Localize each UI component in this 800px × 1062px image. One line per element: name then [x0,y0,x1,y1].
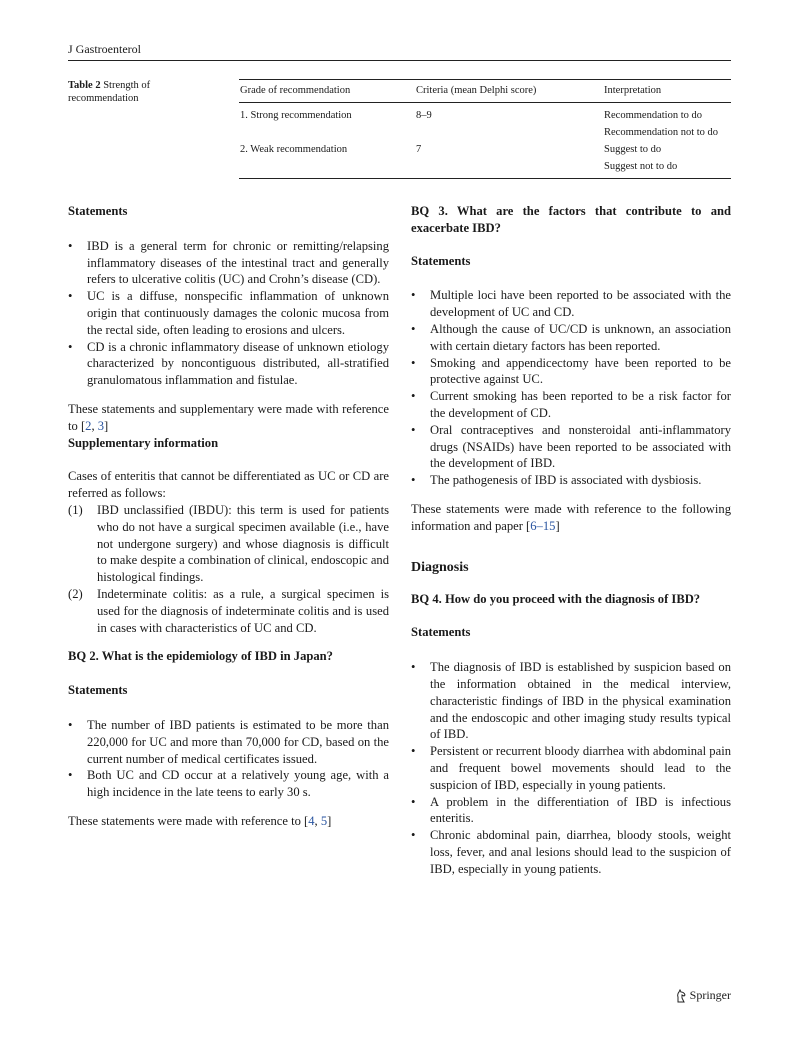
bullet-icon: • [411,794,416,809]
bq4-heading: BQ 4. How do you proceed with the diagnosis of IBD? [411,591,701,606]
statements-heading: Statements [411,253,471,268]
table-header-criteria: Criteria (mean Delphi score) [416,85,537,96]
table-cell-criteria: 7 [416,144,422,155]
list-item: • Smoking and appendicectomy have been reported to be protective against UC. [411,355,731,387]
table-cell-interpretation: Recommendation to do [604,110,702,121]
table-bottom-rule [239,178,731,179]
bullet-icon: • [411,422,416,437]
bullet-icon: • [68,717,73,732]
statements-list [411,659,731,877]
list-item: • Persistent or recurrent bloody diarrhea with abdominal pain and frequent bowel movements should lead to the suspicion of IBD, especially in young patients. [411,744,731,792]
citation-link[interactable]: 3 [97,418,105,433]
bullet-icon: • [68,238,73,253]
bq3-heading: BQ 3. What are the factors that contribute to and exacerbate IBD? [411,204,731,235]
table-caption-text: Strength of recommendation [68,80,151,104]
supplementary-intro: Cases of enteritis that cannot be differentiated as UC or CD are referred as follows: [68,469,389,501]
statements-list [411,287,731,489]
bullet-icon: • [411,321,416,336]
list-item: • The number of IBD patients is estimated to be more than 220,000 for UC and more than 70,000 for CD, based on the current number of medical certificates issued. [68,717,389,766]
bullet-icon: • [411,288,416,303]
table-cell-grade: 2. Weak recommendation [240,144,348,155]
citation-link[interactable]: 2 [85,418,92,433]
publisher-name: Springer [689,988,731,1002]
bullet-icon: • [411,744,416,759]
list-item: • Although the cause of UC/CD is unknown, an association with certain dietary factors has been reported. [411,321,731,353]
reference-paragraph: These statements and supplementary were made with reference to [2, 3] [68,401,389,433]
bullet-icon: • [68,339,73,354]
table-cell-grade: 1. Strong recommendation [240,110,352,121]
table-cell-interpretation: Suggest not to do [604,161,678,172]
citation-link[interactable]: 5 [320,813,328,828]
section-title-diagnosis: Diagnosis [411,559,469,575]
list-item: • UC is a diffuse, nonspecific inflammation of unknown origin that continuously damages the colonic mucosa from the rectal side, often leading to erosions and ulcers. [68,289,389,337]
table-header-grade: Grade of recommendation [240,85,351,96]
table-header-interpretation: Interpretation [604,85,662,96]
table-cell-criteria: 8–9 [416,110,432,121]
right-column [411,203,731,890]
table-cell-interpretation: Recommendation not to do [604,127,719,138]
bullet-icon: • [411,473,416,488]
statements-heading: Statements [68,204,128,218]
table-label: Table 2 [68,80,101,91]
table-header-rule [239,102,731,103]
publisher-footer [675,988,731,1003]
springer-horse-icon [675,989,687,1003]
bullet-icon: • [411,660,416,675]
left-column [68,203,389,830]
list-item: (1) IBD unclassified (IBDU): this term is used for patients who do not have a surgical specimen available (i.e., have not undergone surgery) and whose diagnosis is difficult to make despite a combination of clinical, endoscopic and histological findings. [68,502,390,585]
list-item: • Oral contraceptives and nonsteroidal anti-inflammatory drugs (NSAIDs) have been reported to be associated with the development of IBD. [411,422,731,471]
bullet-icon: • [411,389,416,404]
statements-list [68,238,389,389]
supplementary-heading: Supplementary information [68,435,219,450]
bullet-icon: • [411,828,416,843]
statements-list [68,717,389,801]
list-item: • Multiple loci have been reported to be associated with the development of UC and CD. [411,288,731,320]
list-item: • The pathogenesis of IBD is associated with dysbiosis. [411,473,702,488]
bq2-heading: BQ 2. What is the epidemiology of IBD in Japan? [68,649,333,664]
citation-link[interactable]: 4 [308,813,315,828]
list-item: • Both UC and CD occur at a relatively young age, with a high incidence in the late teens to early 30 s. [68,768,389,800]
running-head: J Gastroenterol [68,42,141,56]
table-cell-interpretation: Suggest to do [604,144,662,155]
table-top-rule [239,79,731,80]
reference-paragraph: These statements were made with reference to [4, 5] [68,813,332,828]
supplementary-list [68,502,389,636]
statements-heading: Statements [411,625,471,640]
list-item: • IBD is a general term for chronic or remitting/relapsing inflammatory diseases of the intestinal tract and generally refers to ulcerative colitis (UC) and Crohn’s disease (CD). [68,238,389,287]
list-item: • The diagnosis of IBD is established by suspicion based on the information obtained in the medical interview, characteristic findings of IBD in the physical examination and the endoscopic and other imaging study results typical of IBD. [411,660,731,742]
list-item: • Current smoking has been reported to be a risk factor for the development of CD. [411,389,731,420]
citation-link[interactable]: 6–15 [530,518,556,533]
bullet-icon: • [411,355,416,370]
statements-heading: Statements [68,683,128,698]
reference-paragraph: These statements were made with reference to the following information and paper [6–15] [411,501,731,533]
table-caption [68,79,208,105]
list-item: • Chronic abdominal pain, diarrhea, bloody stools, weight loss, fever, and anal lesions should lead to the suspicion of IBD, especially in young patients. [411,828,731,876]
list-item: • A problem in the differentiation of IBD is infectious enteritis. [411,794,731,826]
list-item: • CD is a chronic inflammatory disease of unknown etiology characterized by noncontiguous distributed, all-stratified granulomatous inflammation and fistulae. [68,339,389,388]
header-rule [68,60,731,61]
bullet-icon: • [68,289,73,304]
list-item: (2) Indeterminate colitis: as a rule, a surgical specimen is used for the diagnosis of indeterminate colitis and is used in cases with characteristics of UC and CD. [68,586,389,635]
bullet-icon: • [68,768,73,783]
